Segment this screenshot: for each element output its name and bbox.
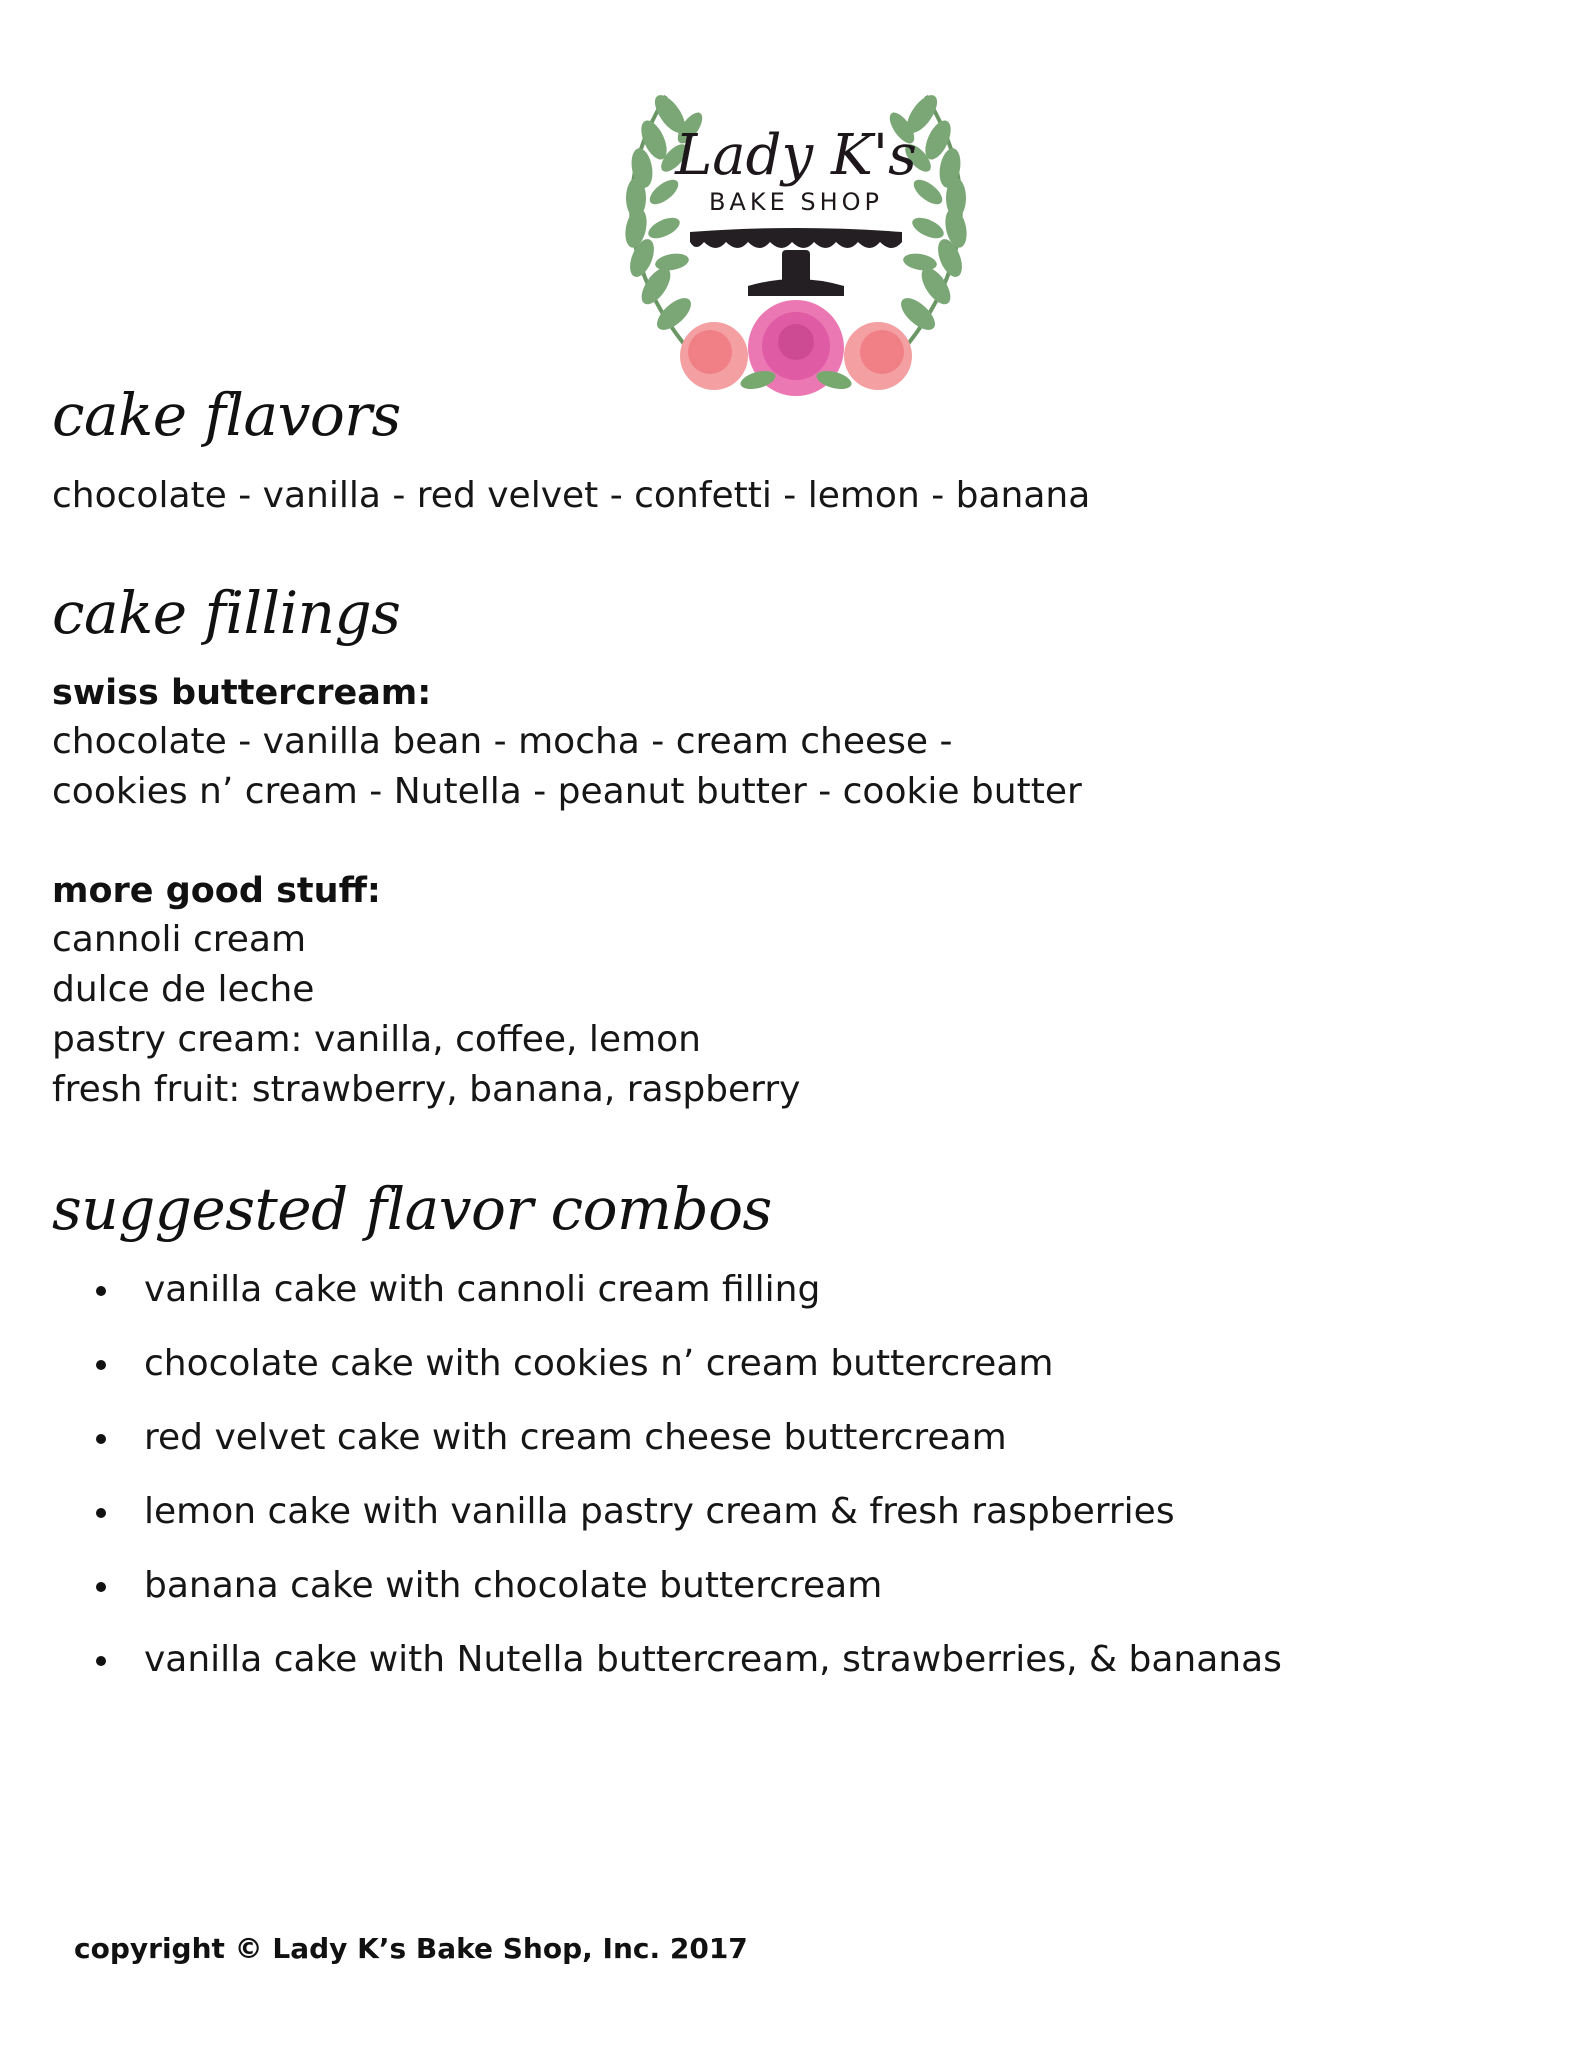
bullet-icon [96, 1656, 106, 1666]
combo-list-item [92, 1490, 1282, 1564]
combo-list-item [92, 1416, 1282, 1490]
combo-text: red velvet cake with cream cheese buttercream [144, 1417, 1007, 1458]
more-good-stuff-line-3: pastry cream: vanilla, coffee, lemon [52, 1019, 701, 1060]
combo-text: lemon cake with vanilla pastry cream & fresh raspberries [144, 1491, 1175, 1532]
combo-list-item [92, 1268, 1282, 1342]
swiss-buttercream-line-1: chocolate - vanilla bean - mocha - cream cheese - [52, 721, 953, 762]
logo-graphic [598, 56, 994, 412]
combo-text: vanilla cake with Nutella buttercream, strawberries, & bananas [144, 1639, 1282, 1680]
logo-subtext: BAKE SHOP [708, 188, 884, 216]
bullet-icon [96, 1360, 106, 1370]
bullet-icon [96, 1582, 106, 1592]
more-good-stuff-heading: more good stuff: [52, 871, 381, 911]
combo-list-item [92, 1564, 1282, 1638]
bullet-icon [96, 1508, 106, 1518]
bullet-icon [96, 1434, 106, 1444]
cake-stand-icon [690, 228, 902, 296]
logo-script-text: Lady K's [675, 123, 917, 188]
combo-list [92, 1268, 1282, 1712]
combo-list-item [92, 1638, 1282, 1712]
more-good-stuff-line-4: fresh fruit: strawberry, banana, raspberry [52, 1069, 801, 1110]
combo-text: chocolate cake with cookies n’ cream buttercream [144, 1343, 1054, 1384]
suggested-combos-title: suggested flavor combos [52, 1175, 772, 1243]
cake-fillings-title: cake fillings [52, 579, 401, 647]
combo-text: vanilla cake with cannoli cream filling [144, 1269, 821, 1310]
more-good-stuff-line-1: cannoli cream [52, 919, 307, 960]
swiss-buttercream-line-2: cookies n’ cream - Nutella - peanut butter - cookie butter [52, 771, 1082, 812]
combo-text: banana cake with chocolate buttercream [144, 1565, 883, 1606]
copyright-text: copyright © Lady K’s Bake Shop, Inc. 2017 [74, 1932, 748, 1965]
swiss-buttercream-heading: swiss buttercream: [52, 673, 432, 713]
bullet-icon [96, 1286, 106, 1296]
cake-flavors-title: cake flavors [52, 381, 401, 449]
bake-shop-logo [598, 56, 994, 412]
combo-list-item [92, 1342, 1282, 1416]
more-good-stuff-line-2: dulce de leche [52, 969, 315, 1010]
cake-flavors-line: chocolate - vanilla - red velvet - confetti - lemon - banana [52, 475, 1091, 516]
peony-flower-icon [680, 300, 912, 396]
